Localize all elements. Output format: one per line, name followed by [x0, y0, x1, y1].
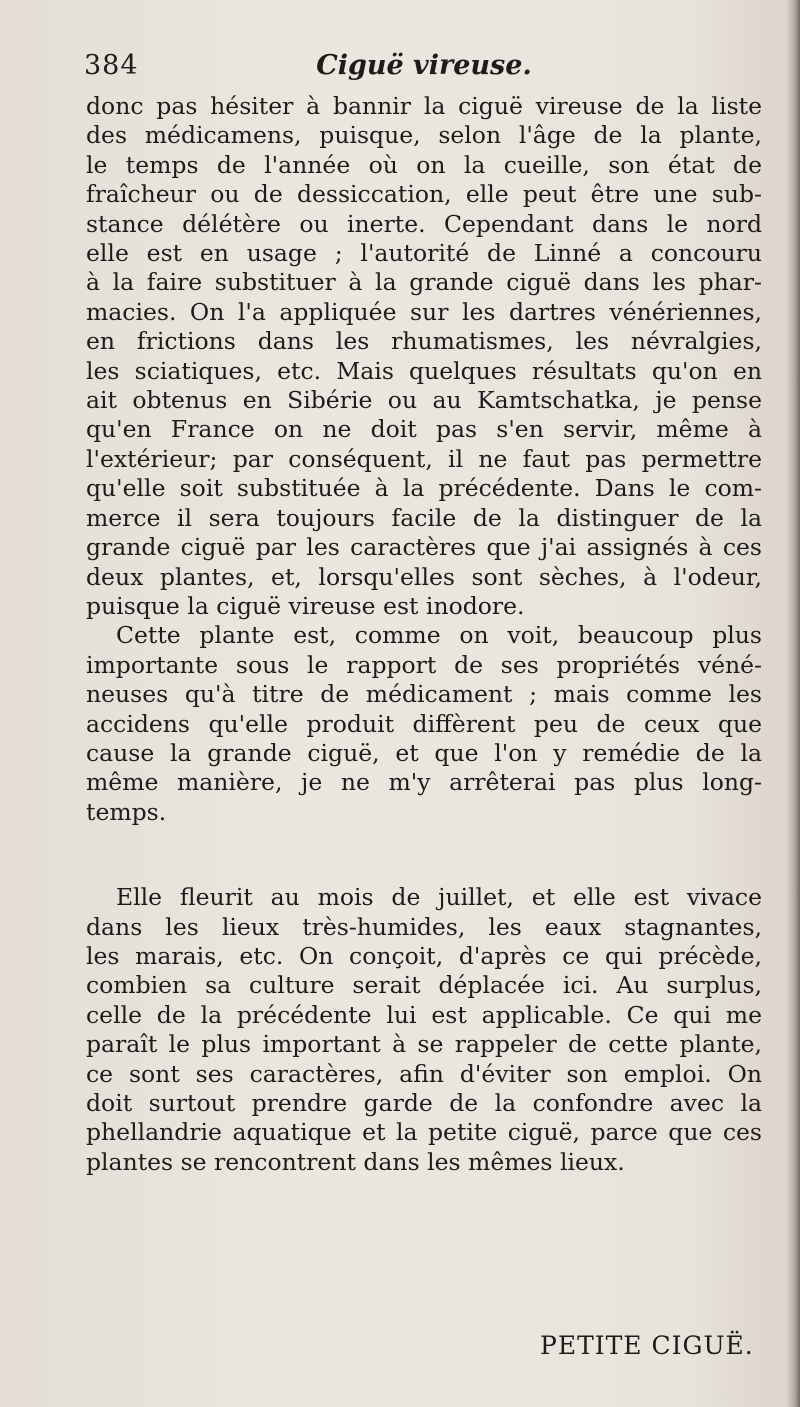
text-line: dans les lieux très-humides, les eaux stagnantes, [86, 912, 762, 941]
text-line: paraît le plus important à se rappeler de cette plante, [86, 1030, 762, 1059]
text-line: Elle fleurit au mois de juillet, et elle est vivace [116, 883, 762, 912]
text-line: celle de la précédente lui est applicable. Ce qui me [86, 1000, 762, 1029]
text-line: même manière, je ne m'y arrêterai pas plus long- [86, 768, 762, 797]
text-line: des médicamens, puisque, selon l'âge de la plante, [86, 121, 762, 150]
text-line: le temps de l'année où on la cueille, son état de [86, 150, 762, 179]
text-line: merce il sera toujours facile de la distinguer de la [86, 503, 762, 532]
text-line: grande ciguë par les caractères que j'ai assignés à ces [86, 533, 762, 562]
text-line: phellandrie aquatique et la petite ciguë, parce que ces [86, 1118, 762, 1147]
text-line: donc pas hésiter à bannir la ciguë vireuse de la liste [86, 92, 762, 120]
text-line: cause la grande ciguë, et que l'on y remédie de la [86, 738, 762, 767]
text-line: ait obtenus en Sibérie ou au Kamtschatka, je pense [86, 386, 762, 415]
text-line: accidens qu'elle produit diffèrent peu de ceux que [86, 709, 762, 738]
page-edge-shadow [786, 0, 800, 1407]
running-head [84, 50, 764, 90]
text-line: neuses qu'à titre de médicament ; mais comme les [86, 680, 762, 709]
catchword: PETITE CIGUË. [540, 1331, 754, 1360]
running-title: Ciguë vireuse. [316, 50, 532, 81]
text-line: fraîcheur ou de dessiccation, elle peut être une sub- [86, 180, 762, 209]
text-line: plantes se rencontrent dans les mêmes lieux. [86, 1147, 625, 1176]
text-line: puisque la ciguë vireuse est inodore. [86, 591, 525, 620]
text-line: Cette plante est, comme on voit, beaucoup plus [116, 621, 762, 650]
text-line: en frictions dans les rhumatismes, les névralgies, [86, 327, 762, 356]
text-line: temps. [86, 797, 167, 826]
paragraph-habitat [86, 883, 762, 1177]
text-line: qu'elle soit substituée à la précédente. Dans le com- [86, 474, 762, 503]
text-line: stance délétère ou inerte. Cependant dans le nord [86, 209, 762, 238]
paragraph-toxicity [86, 621, 762, 827]
text-line: macies. On l'a appliquée sur les dartres vénériennes, [86, 297, 762, 326]
text-line: à la faire substituer à la grande ciguë dans les phar- [86, 268, 762, 297]
text-line: combien sa culture serait déplacée ici. Au surplus, [86, 971, 762, 1000]
text-line: ce sont ses caractères, afin d'éviter son emploi. On [86, 1059, 762, 1088]
text-line: qu'en France on ne doit pas s'en servir, même à [86, 415, 762, 444]
text-line: les sciatiques, etc. Mais quelques résultats qu'on en [86, 356, 762, 385]
paragraph-gap [86, 827, 762, 883]
text-line: les marais, etc. On conçoit, d'après ce qui précède, [86, 941, 762, 970]
text-line: deux plantes, et, lorsqu'elles sont sèches, à l'odeur, [86, 562, 762, 591]
text-line: elle est en usage ; l'autorité de Linné a concouru [86, 239, 762, 268]
body-text [86, 92, 762, 1177]
text-line: doit surtout prendre garde de la confondre avec la [86, 1089, 762, 1117]
page-number: 384 [84, 50, 139, 81]
paragraph-continuation [86, 92, 762, 621]
text-line: l'extérieur; par conséquent, il ne faut pas permettre [86, 444, 762, 473]
text-line: importante sous le rapport de ses propriétés véné- [86, 650, 762, 679]
